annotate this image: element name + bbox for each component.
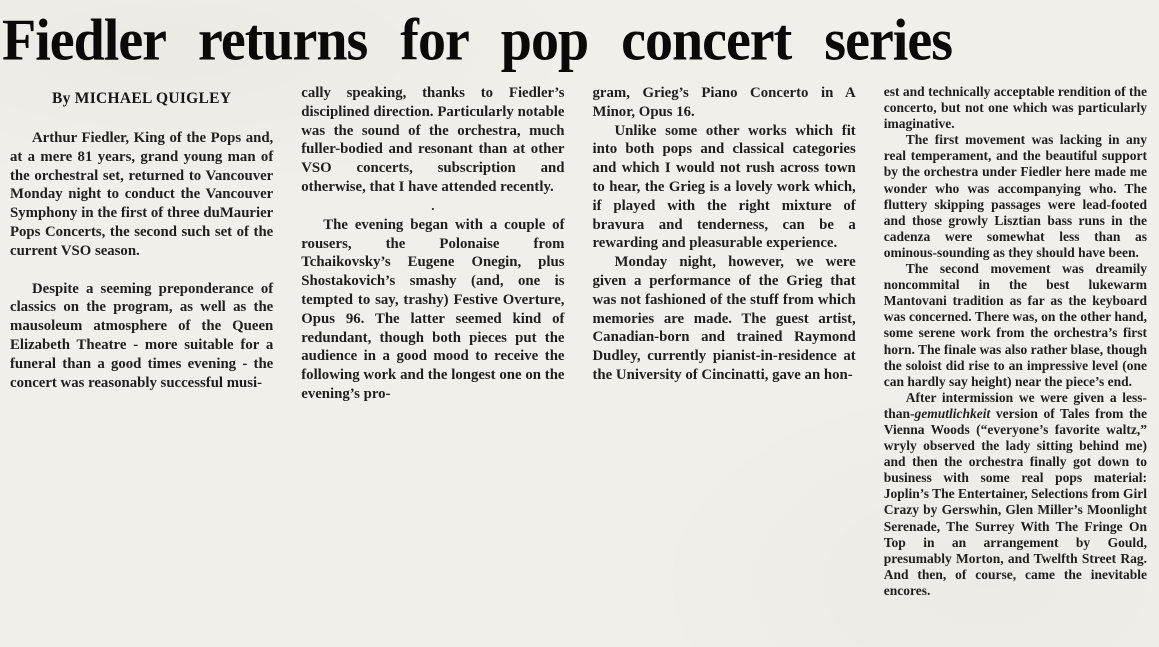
article-paragraph: Arthur Fiedler, King of the Pops and, at a mere 81 years, grand young man of the orchestral set, returned to Vancouver Monday night to conduct the Vancouver Symphony in the first of three duMaurier Pops Concerts, the second such set of the current VSO season. (10, 130, 274, 259)
paragraph-text-segment: After intermission we were given a less-than- (883, 389, 1147, 421)
article-columns (0, 70, 1159, 599)
article-column-4 (884, 84, 1147, 599)
article-paragraph: The first movement was lacking in any real temperament, and the beautiful support by the orchestra under Fiedler here made me wonder who was accompanying who. The fluttery skipping passages were lead-footed and those growly Lisztian bass runs in the cadenza were somewhat less than as ominous-sounding as they should have been. (883, 132, 1147, 260)
article-column-2 (301, 84, 564, 599)
article-paragraph: gram, Grieg’s Piano Concerto in A Minor, Opus 16. (592, 85, 856, 120)
article-headline: Fiedler returns for pop concert series (2, 7, 953, 74)
article-paragraph: est and technically acceptable rendition of the concerto, but not one which was particularly imaginative. (883, 84, 1147, 132)
article-paragraph: cally speaking, thanks to Fiedler’s disciplined direction. Particularly notable was the sound of the orchestra, much fuller-bodied and resonant than at other VSO concerts, subscription and otherwise, that I have attended recently. (301, 85, 565, 195)
italicized-word: gemutlichkeit (914, 405, 991, 421)
paragraph-text-segment: version of Tales from the Vienna Woods (“everyone’s favorite waltz,” wryly observed the lady sitting behind me) and then the orchestra finally got down to business with some real pops material: Joplin’s The Entertainer, Selections from Girl Crazy by Gerswhin, Glen Miller’s Moonlight Serenade, The Surrey With The Fringe On Top in an arrangement by Gould, presumably Morton, and Twelfth Street Rag. And then, of course, came the inevitable encores. (883, 405, 1147, 598)
article-paragraph: Unlike some other works which fit into both pops and classical categories and which I would not rush across town to hear, the Grieg is a lovely work which, if played with the right mixture of bravura and tenderness, can be a rewarding and pleasurable experience. (592, 122, 856, 252)
article-paragraph: The evening began with a couple of rousers, the Polonaise from Tchaikovsky’s Eugene Onegin, plus Shostakovich’s smashy (and, one is tempted to say, trashy) Festive Overture, Opus 96. The latter seemed kind of redundant, though both pieces put the audience in a good mood to receive the following work and the longest one on the evening’s pro- (301, 216, 565, 402)
article-paragraph: Monday night, however, we were given a performance of the Grieg that was not fashioned of the stuff from which memories are made. The guest artist, Canadian-born and trained Raymond Dudley, currently pianist-in-residence at the University of Cincinatti, gave an hon- (592, 254, 856, 383)
article-column-3 (593, 84, 856, 599)
article-byline: By MICHAEL QUIGLEY (51, 90, 232, 107)
paragraph-separator-dot: . (431, 197, 435, 213)
article-paragraph: The second movement was dreamily noncommital in the best lukewarm Mantovani tradition as far as the keyboard was concerned. There was, on the other hand, some serene work from the orchestra’s first horn. The finale was also rather blase, though the soloist did rise to an impressive level (one can hardly say height) near the piece’s end. (883, 261, 1147, 389)
article-paragraph (884, 390, 1147, 599)
article-column-1 (10, 84, 273, 599)
article-paragraph: Despite a seeming preponderance of classics on the program, as well as the mausoleum atmosphere of the Queen Elizabeth Theatre - more suitable for a funeral than a good times evening - the concert was reasonably successful musi- (10, 280, 274, 391)
